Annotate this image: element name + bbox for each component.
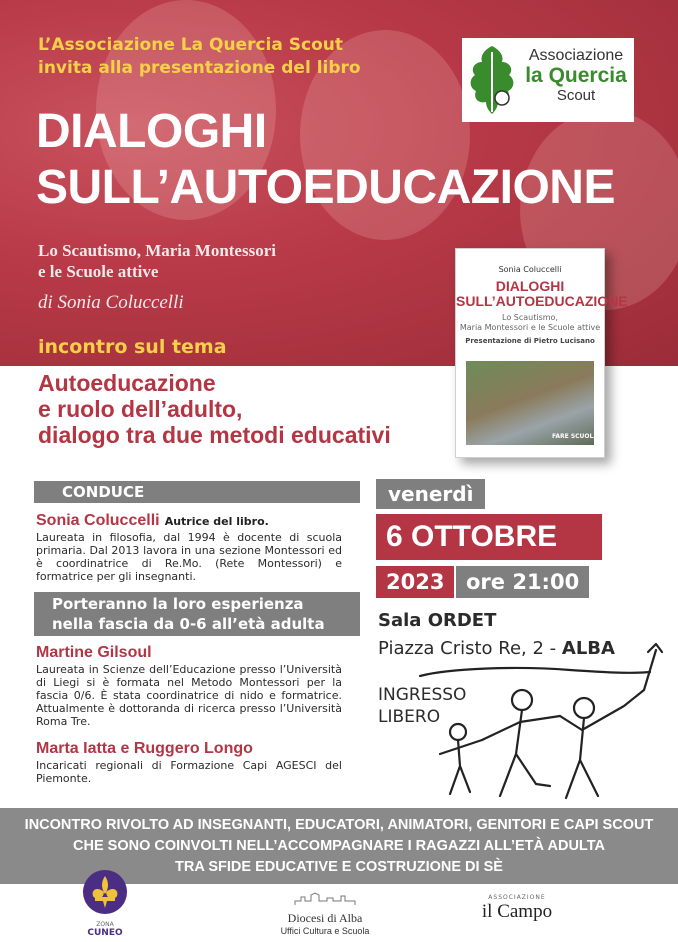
cover-author: Sonia Coluccelli bbox=[498, 265, 562, 274]
venue-name: Sala ORDET bbox=[378, 610, 497, 631]
cover-subtitle-line: Lo Scautismo, bbox=[502, 313, 558, 322]
event-year: 2023 bbox=[376, 566, 454, 598]
subtitle-line: e le Scuole attive bbox=[38, 262, 159, 281]
book-subtitle bbox=[38, 240, 276, 282]
event-date: 6 OTTOBRE bbox=[376, 514, 602, 560]
intro-line: invita alla presentazione del libro bbox=[38, 58, 361, 78]
banner-line: CHE SONO COINVOLTI NELL’ACCOMPAGNARE I RAGAZZI ALL’ETÀ ADULTA bbox=[73, 838, 605, 854]
campo-name: il Campo bbox=[481, 901, 553, 922]
experience-line: nella fascia da 0-6 all’età adulta bbox=[52, 615, 325, 633]
speaker-block bbox=[36, 643, 342, 728]
theme-line: Autoeducazione bbox=[38, 370, 216, 396]
cover-presentation: Presentazione di Pietro Lucisano bbox=[465, 337, 595, 345]
title-line: DIALOGHI bbox=[36, 105, 267, 158]
logo-text bbox=[522, 46, 630, 105]
moderator-description: Laureata in filosofia, dal 1994 è docente di scuola primaria. Dal 2013 lavora in una sezione Montessori ed è coordinatrice di Re.Mo. (Rete Montessori) e formatrice per gli insegnanti. bbox=[36, 531, 342, 583]
moderator-block bbox=[36, 510, 342, 583]
experience-label bbox=[34, 592, 360, 636]
banner-line: INCONTRO RIVOLTO AD INSEGNANTI, EDUCATORI, ANIMATORI, GENITORI E CAPI SCOUT bbox=[24, 817, 654, 833]
address-text: Piazza Cristo Re, 2 - bbox=[378, 638, 562, 659]
logo-line: Associazione bbox=[528, 47, 624, 64]
title-line: SULL’AUTOEDUCAZIONE bbox=[36, 161, 615, 214]
speaker-name: Marta Iatta e Ruggero Longo bbox=[36, 740, 253, 757]
campo-label: ASSOCIAZIONE bbox=[488, 894, 546, 901]
speaker-description: Incaricati regionali di Formazione Capi AGESCI del Piemonte. bbox=[36, 759, 342, 785]
zona-name: CUNEO bbox=[87, 928, 123, 938]
zona-label: ZONA bbox=[96, 921, 114, 928]
banner-line: TRA SFIDE EDUCATIVE E COSTRUZIONE DI SÈ bbox=[175, 859, 503, 875]
family-drawing bbox=[410, 636, 668, 808]
fleur-de-lis-icon bbox=[81, 868, 129, 916]
logo-line: la Quercia bbox=[525, 64, 627, 87]
address-city: ALBA bbox=[561, 638, 615, 659]
theme-label: incontro sul tema bbox=[38, 336, 227, 358]
theme-line: dialogo tra due metodi educativi bbox=[38, 422, 391, 448]
zona-cuneo-logo bbox=[78, 868, 132, 938]
subtitle-line: Lo Scautismo, Maria Montessori bbox=[38, 241, 276, 260]
book-author: di Sonia Coluccelli bbox=[38, 292, 184, 313]
cover-title-line: DIALOGHI bbox=[495, 278, 565, 294]
diocesi-alba-logo bbox=[270, 892, 380, 936]
logo-line: Scout bbox=[556, 87, 596, 104]
cover-title bbox=[456, 278, 628, 309]
event-day: venerdì bbox=[376, 479, 485, 509]
cover-subtitle-line: Maria Montessori e le Scuole attive bbox=[459, 323, 601, 332]
meeting-theme bbox=[38, 370, 391, 448]
diocesi-subtitle: Uffici Cultura e Scuola bbox=[280, 926, 370, 936]
intro-line: L’Associazione La Quercia Scout bbox=[38, 35, 343, 55]
moderator-name: Sonia Coluccelli bbox=[36, 512, 160, 529]
city-skyline-icon bbox=[293, 892, 357, 906]
experience-line: Porteranno la loro esperienza bbox=[52, 595, 304, 613]
speaker-name: Martine Gilsoul bbox=[36, 644, 152, 661]
event-time: ore 21:00 bbox=[456, 566, 589, 598]
moderator-note: Autrice del libro. bbox=[164, 515, 269, 528]
quercia-scout-logo bbox=[462, 38, 634, 122]
oak-leaf-icon bbox=[466, 42, 518, 116]
entry-line: INGRESSO bbox=[378, 685, 467, 705]
speaker-block bbox=[36, 739, 342, 785]
diocesi-name: Diocesi di Alba bbox=[287, 911, 363, 925]
cover-subtitle bbox=[456, 313, 604, 333]
intro-text bbox=[38, 34, 361, 80]
conduce-label: CONDUCE bbox=[34, 481, 360, 503]
book-cover bbox=[455, 248, 628, 458]
speaker-description: Laureata in Scienze dell’Educazione presso l’Università di Liegi si è formata nel Metodo Montessori per la fascia 0/6. È stata coordinatrice di nido e formatrice. Attualmente è dottoranda di ricerca presso l’Università Roma Tre. bbox=[36, 663, 342, 728]
il-campo-logo bbox=[462, 894, 572, 923]
cover-title-line: SULL’AUTOEDUCAZIONE bbox=[456, 293, 628, 309]
cover-series: FARE SCUOLA bbox=[551, 433, 598, 440]
entry-line: LIBERO bbox=[378, 707, 441, 727]
theme-line: e ruolo dell’adulto, bbox=[38, 396, 243, 422]
